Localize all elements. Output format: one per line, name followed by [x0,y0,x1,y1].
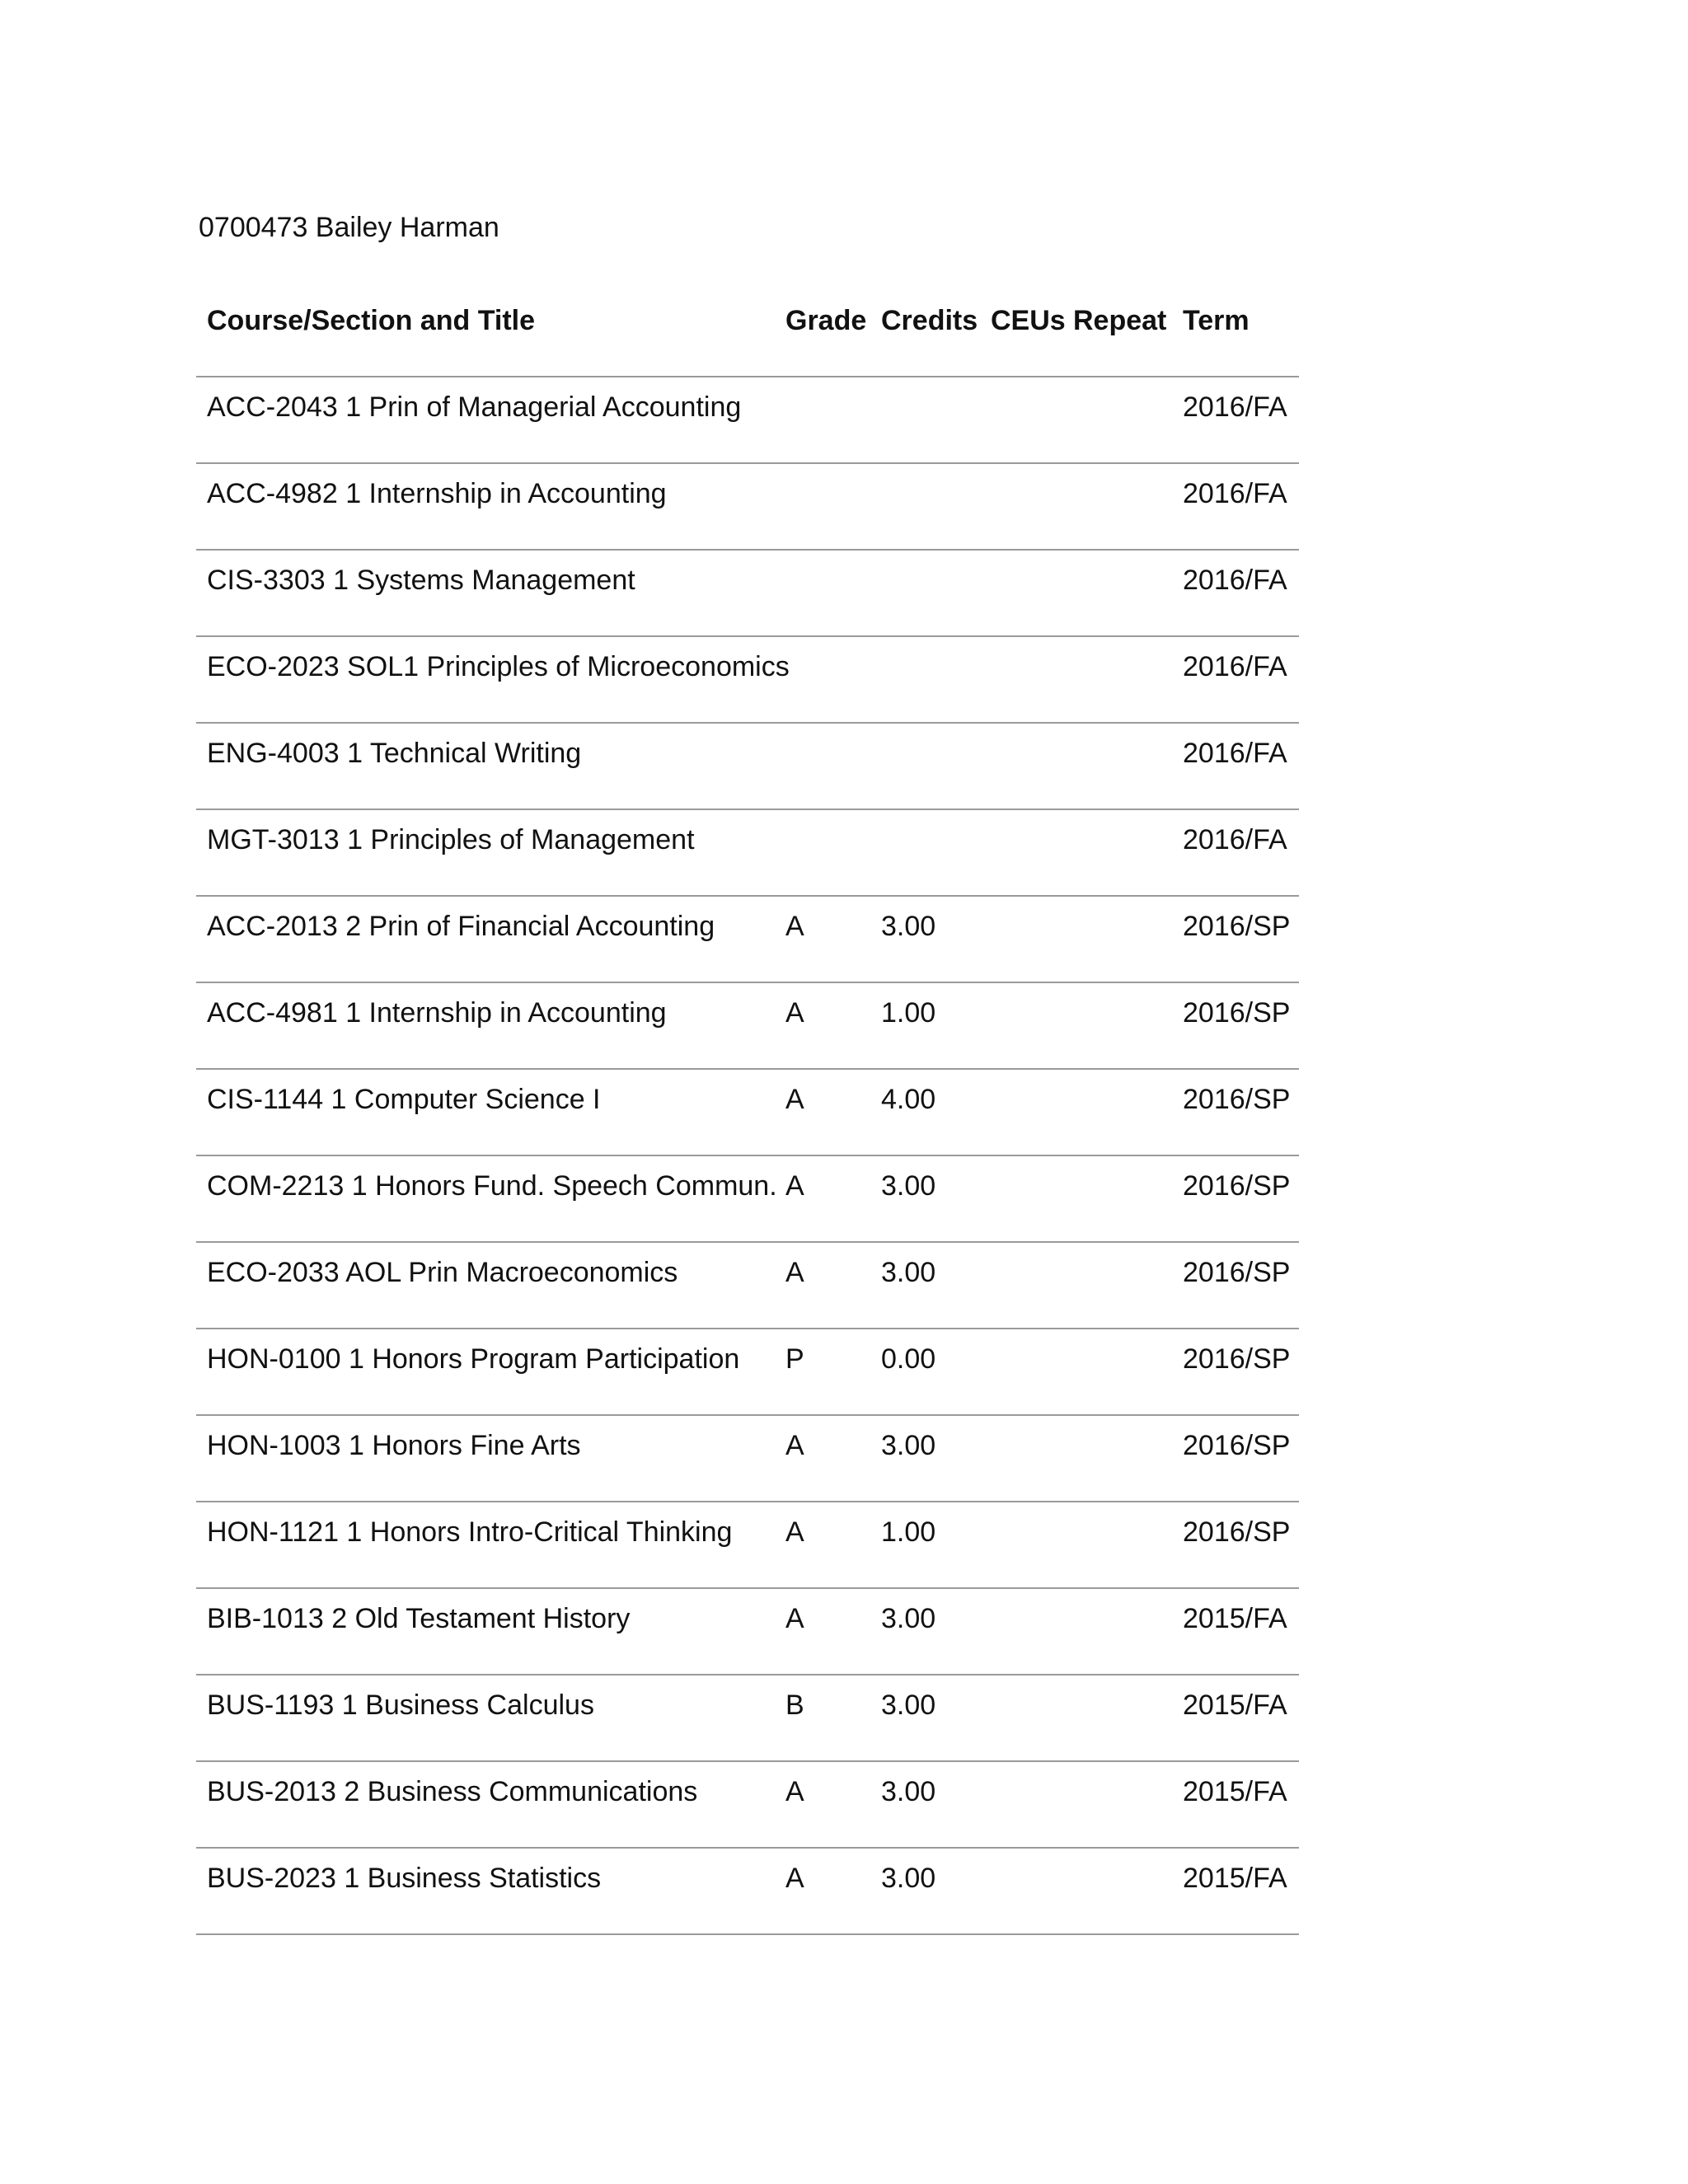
cell-grade: P [785,1343,804,1375]
table-row [196,377,1299,464]
cell-grade: A [785,1430,804,1461]
cell-course: ECO-2023 SOL1 Principles of Microeconomics [207,651,790,682]
table-row [196,464,1299,551]
cell-course: HON-0100 1 Honors Program Participation [207,1343,740,1375]
table-row [196,1589,1299,1675]
header-term: Term [1183,305,1250,336]
cell-course: CIS-1144 1 Computer Science I [207,1084,601,1115]
cell-grade: A [785,1863,804,1894]
cell-course: ECO-2033 AOL Prin Macroeconomics [207,1257,678,1288]
cell-course: HON-1003 1 Honors Fine Arts [207,1430,581,1461]
table-row [196,1329,1299,1416]
cell-credits: 1.00 [881,1516,936,1548]
cell-grade: A [785,911,804,942]
cell-grade: A [785,1603,804,1634]
table-row [196,637,1299,724]
transcript-table [196,291,1299,1935]
cell-course: BIB-1013 2 Old Testament History [207,1603,631,1634]
table-row [196,1849,1299,1935]
header-grade: Grade [785,305,867,336]
cell-credits: 3.00 [881,1690,936,1721]
cell-term: 2016/SP [1183,997,1291,1029]
table-row [196,1762,1299,1849]
cell-course: ACC-2013 2 Prin of Financial Accounting [207,911,715,942]
cell-credits: 0.00 [881,1343,936,1375]
table-row [196,983,1299,1070]
table-header-row [196,291,1299,377]
cell-grade: A [785,1170,804,1202]
cell-credits: 3.00 [881,1776,936,1807]
cell-course: ACC-4982 1 Internship in Accounting [207,478,667,509]
header-course: Course/Section and Title [207,305,536,336]
cell-credits: 3.00 [881,1863,936,1894]
cell-term: 2016/SP [1183,911,1291,942]
cell-term: 2016/FA [1183,565,1287,596]
cell-course: MGT-3013 1 Principles of Management [207,824,695,855]
cell-credits: 3.00 [881,1257,936,1288]
cell-course: BUS-1193 1 Business Calculus [207,1690,594,1721]
cell-credits: 3.00 [881,1430,936,1461]
cell-course: ENG-4003 1 Technical Writing [207,738,582,769]
table-row [196,551,1299,637]
cell-credits: 3.00 [881,911,936,942]
cell-grade: B [785,1690,804,1721]
cell-credits: 4.00 [881,1084,936,1115]
cell-term: 2016/SP [1183,1257,1291,1288]
cell-course: ACC-4981 1 Internship in Accounting [207,997,667,1029]
cell-term: 2016/FA [1183,391,1287,423]
header-repeat: Repeat [1073,305,1167,336]
cell-term: 2016/FA [1183,738,1287,769]
table-row [196,1416,1299,1502]
cell-grade: A [785,1516,804,1548]
cell-course: HON-1121 1 Honors Intro-Critical Thinking [207,1516,733,1548]
table-row [196,1156,1299,1243]
cell-term: 2015/FA [1183,1603,1287,1634]
table-body [196,377,1299,1935]
table-row [196,897,1299,983]
table-row [196,810,1299,897]
cell-term: 2016/FA [1183,824,1287,855]
cell-term: 2016/SP [1183,1516,1291,1548]
table-row [196,1070,1299,1156]
table-row [196,1502,1299,1589]
table-row [196,1243,1299,1329]
header-credits: Credits [881,305,978,336]
cell-course: ACC-2043 1 Prin of Managerial Accounting [207,391,742,423]
student-id-name: 0700473 Bailey Harman [199,212,499,243]
cell-term: 2015/FA [1183,1863,1287,1894]
cell-course: BUS-2023 1 Business Statistics [207,1863,602,1894]
cell-term: 2016/FA [1183,651,1287,682]
cell-term: 2016/SP [1183,1084,1291,1115]
cell-grade: A [785,997,804,1029]
cell-term: 2016/SP [1183,1343,1291,1375]
cell-term: 2016/SP [1183,1170,1291,1202]
cell-term: 2016/FA [1183,478,1287,509]
table-row [196,1675,1299,1762]
cell-term: 2016/SP [1183,1430,1291,1461]
cell-credits: 1.00 [881,997,936,1029]
cell-grade: A [785,1776,804,1807]
cell-term: 2015/FA [1183,1690,1287,1721]
cell-course: COM-2213 1 Honors Fund. Speech Commun. [207,1170,777,1202]
cell-grade: A [785,1084,804,1115]
header-ceus: CEUs [991,305,1066,336]
cell-credits: 3.00 [881,1603,936,1634]
cell-grade: A [785,1257,804,1288]
cell-course: CIS-3303 1 Systems Management [207,565,635,596]
cell-credits: 3.00 [881,1170,936,1202]
cell-course: BUS-2013 2 Business Communications [207,1776,698,1807]
cell-term: 2015/FA [1183,1776,1287,1807]
table-row [196,724,1299,810]
